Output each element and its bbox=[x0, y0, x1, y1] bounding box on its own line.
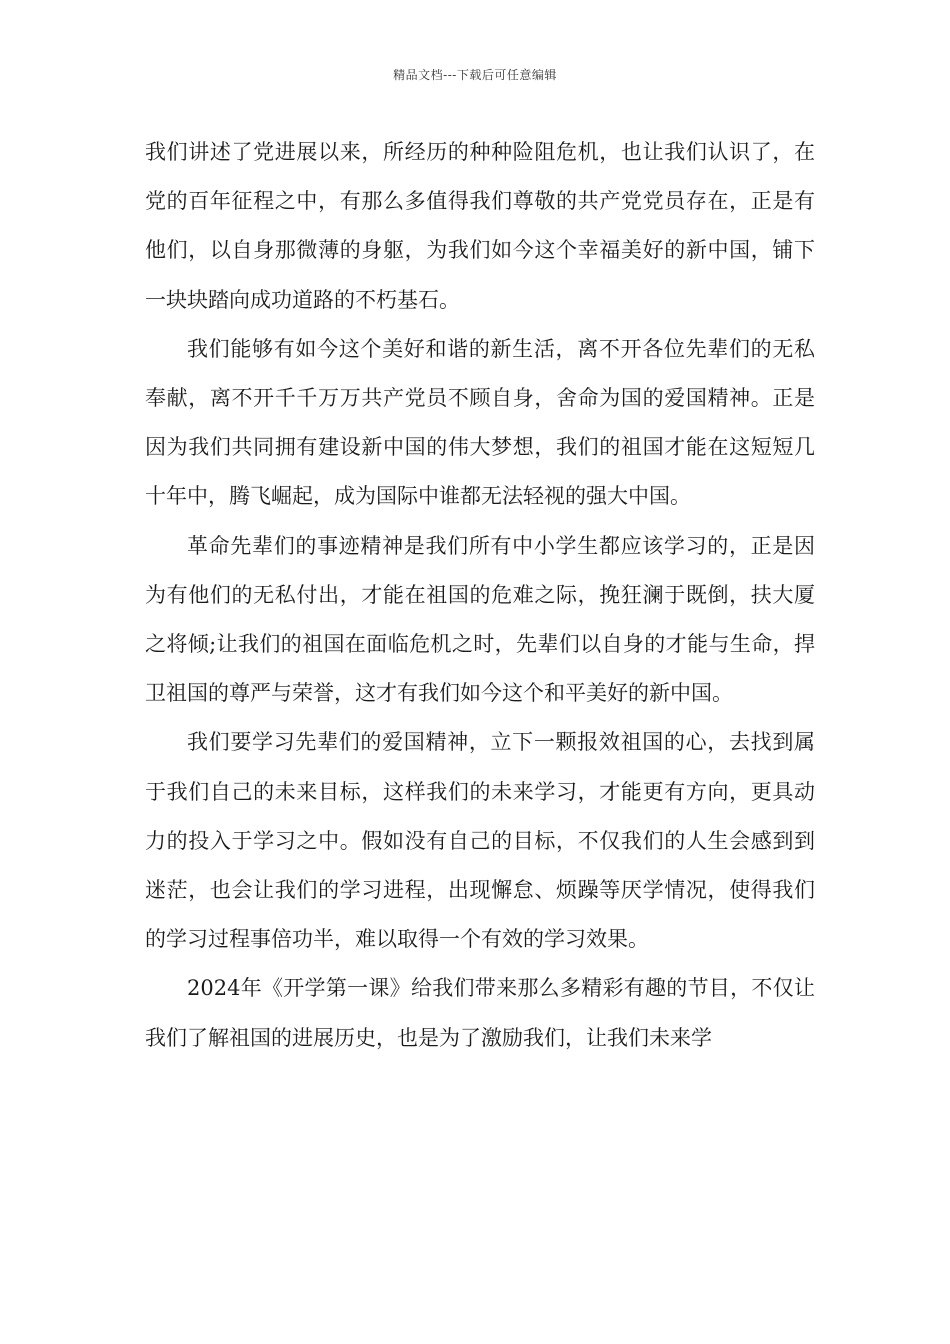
paragraph-3: 革命先辈们的事迹精神是我们所有中小学生都应该学习的，正是因为有他们的无私付出，才能在祖国的危难之际，挽狂澜于既倒，扶大厦之将倾;让我们的祖国在面临危机之时，先辈们以自身的才能与生命，捍卫祖国的尊严与荣誉，这才有我们如今这个和平美好的新中国。 bbox=[145, 533, 815, 706]
document-body bbox=[145, 128, 815, 1063]
paragraph-5: 2024年《开学第一课》给我们带来那么多精彩有趣的节目，不仅让我们了解祖国的进展历史，也是为了激励我们，让我们未来学 bbox=[145, 976, 815, 1050]
paragraph-2: 我们能够有如今这个美好和谐的新生活，离不开各位先辈们的无私奉献，离不开千千万万共产党员不顾自身，舍命为国的爱国精神。正是因为我们共同拥有建设新中国的伟大梦想，我们的祖国才能在这短短几十年中，腾飞崛起，成为国际中谁都无法轻视的强大中国。 bbox=[145, 336, 815, 509]
page-header: 精品文档---下载后可任意编辑 bbox=[393, 68, 557, 82]
paragraph-1: 我们讲述了党进展以来，所经历的种种险阻危机，也让我们认识了，在党的百年征程之中，有那么多值得我们尊敬的共产党党员存在，正是有他们，以自身那微薄的身躯，为我们如今这个幸福美好的新中国，铺下一块块踏向成功道路的不朽基石。 bbox=[145, 140, 815, 312]
paragraph-4: 我们要学习先辈们的爱国精神，立下一颗报效祖国的心，去找到属于我们自己的未来目标，这样我们的未来学习，才能更有方向，更具动力的投入于学习之中。假如没有自己的目标，不仅我们的人生会感到到迷茫，也会让我们的学习进程，出现懈怠、烦躁等厌学情况，使得我们的学习过程事倍功半，难以取得一个有效的学习效果。 bbox=[145, 730, 815, 952]
